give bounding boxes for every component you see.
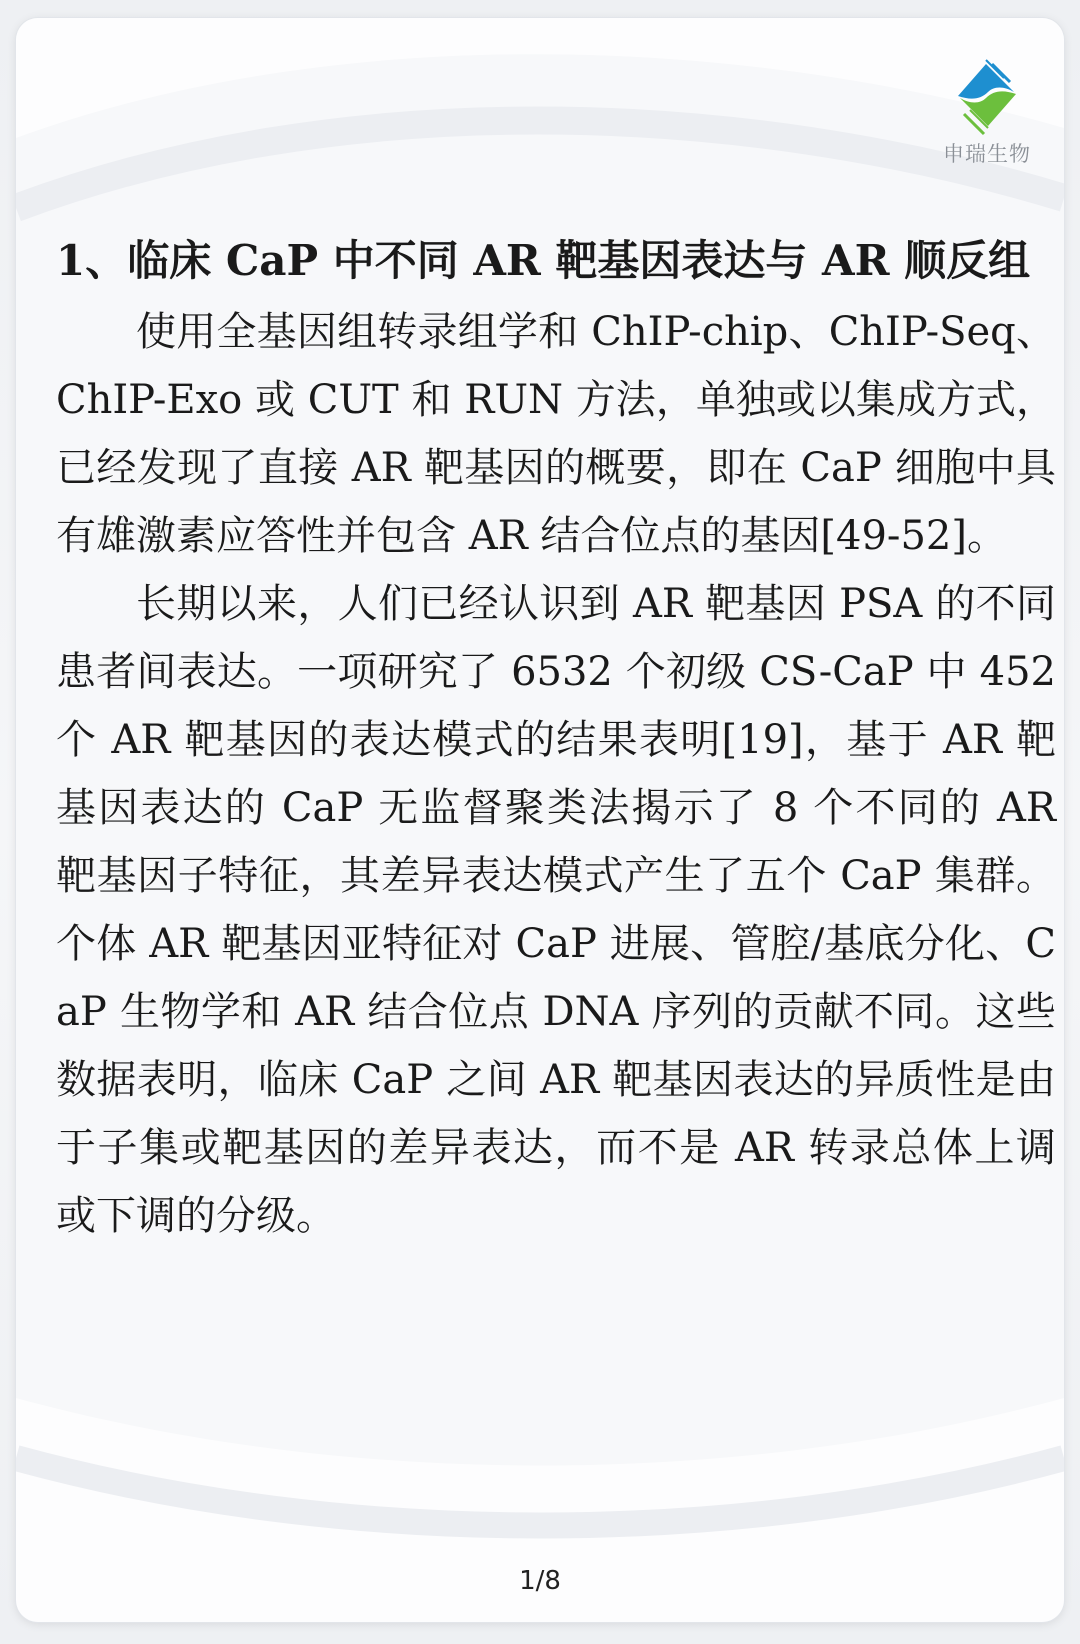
company-logo (922, 56, 1052, 168)
page-number: 1/8 (519, 1566, 561, 1596)
logo-mark-icon (944, 56, 1030, 136)
section-heading: 1、临床 CaP 中不同 AR 靶基因表达与 AR 顺反组 (56, 236, 1031, 285)
paragraph-1: 使用全基因组转录组学和 ChIP-chip、ChIP-Seq、ChIP-Exo 或 CUT 和 RUN 方法，单独或以集成方式，已经发现了直接 AR 靶基因的概要，即在 CaP 细胞中具有雄激素应答性并包含 AR 结合位点的基因[49-52]。 (56, 309, 1056, 559)
article-content (56, 230, 1056, 1250)
logo-text: 申瑞生物 (943, 142, 1031, 166)
document-card (16, 18, 1064, 1622)
paragraph-2: 长期以来，人们已经认识到 AR 靶基因 PSA 的不同患者间表达。一项研究了 6532 个初级 CS-CaP 中 452 个 AR 靶基因的表达模式的结果表明[19]，基于 AR 靶基因表达的 CaP 无监督聚类法揭示了 8 个不同的 AR 靶基因子特征，其差异表达模式产生了五个 CaP 集群。个体 AR 靶基因亚特征对 CaP 进展、管腔/基底分化、CaP 生物学和 AR 结合位点 DNA 序列的贡献不同。这些数据表明，临床 CaP 之间 AR 靶基因表达的异质性是由于子集或靶基因的差异表达，而不是 AR 转录总体上调或下调的分级。 (56, 581, 1056, 1239)
